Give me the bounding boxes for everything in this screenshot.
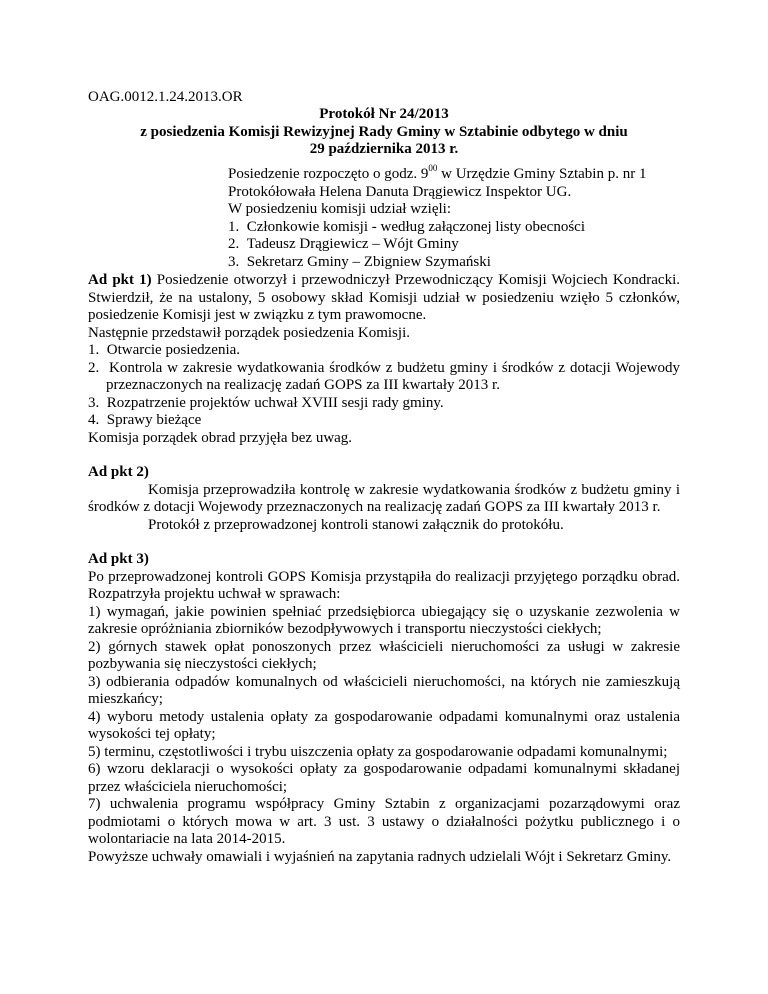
resolution-item: 1) wymagań, jakie powinien spełniać przedsiębiorca ubiegający się o uzyskanie zezwolenia w zakresie opróżniania zbiorników bezodpływowych i transportu nieczystości ciekłych; (88, 603, 680, 637)
participants-heading: W posiedzeniu komisji udział wzięli: (228, 201, 452, 217)
agenda-item: 4. Sprawy bieżące (88, 412, 202, 428)
pkt3-heading: Ad pkt 3) (88, 551, 149, 567)
protocol-body (88, 272, 680, 866)
pkt1-heading: Ad pkt 1) (88, 272, 152, 288)
meeting-intro (228, 163, 688, 271)
participant-item: 2. Tadeusz Drągiewicz – Wójt Gminy (228, 236, 459, 252)
resolution-item: 6) wzoru deklaracji o wysokości opłaty za gospodarowanie odpadami komunalnymi składanej przez właściciela nieruchomości; (88, 761, 680, 795)
document-title (88, 106, 680, 159)
agenda-item: 2. Kontrola w zakresie wydatkowania środków z budżetu gminy i środków z dotacji Wojewody przeznaczonych na realizację zadań GOPS za III kwartały 2013 r. (88, 359, 680, 393)
pkt2-note: Protokół z przeprowadzonej kontroli stanowi załącznik do protokółu. (148, 516, 564, 533)
resolution-item: 3) odbierania odpadów komunalnych od właścicieli nieruchomości, na których nie zamieszkują mieszkańcy; (88, 673, 680, 707)
resolution-item: 2) górnych stawek opłat ponoszonych przez właścicieli nieruchomości za usługi w zakresie pozbywania się nieczystości ciekłych; (88, 638, 680, 672)
agenda-closing: Komisja porządek obrad przyjęła bez uwag. (88, 429, 353, 446)
resolution-item: 5) terminu, częstotliwości i trybu uiszczenia opłaty za gospodarowanie odpadami komunalnymi; (88, 743, 668, 760)
pkt3-closing: Powyższe uchwały omawiali i wyjaśnień na zapytania radnych udzielali Wójt i Sekretarz Gminy. (88, 848, 672, 865)
document-reference: OAG.0012.1.24.2013.OR (88, 89, 243, 105)
agenda-intro: Następnie przedstawił porządek posiedzenia Komisji. (88, 324, 410, 341)
pkt3-intro: Po przeprowadzonej kontroli GOPS Komisja przystąpiła do realizacji przyjętego porządku obrad. Rozpatrzyła projektu uchwał w sprawach: (88, 568, 680, 602)
resolution-item: 7) uchwalenia programu współpracy Gminy Sztabin z organizacjami pozarządowymi oraz podmiotami o których mowa w art. 3 ust. 3 ustawy o działalności pożytku publicznego i o wolontariacie na lata 2014-2015. (88, 796, 680, 847)
agenda-item: 1. Otwarcie posiedzenia. (88, 342, 241, 358)
pkt2-text: Komisja przeprowadziła kontrolę w zakresie wydatkowania środków z budżetu gminy i środków z dotacji Wojewody przeznaczonych na realizację zadań GOPS za III kwartały 2013 r. (88, 481, 680, 515)
meeting-start: Posiedzenie rozpoczęto o godz. $9^{00}$ w Urzędzie Gminy Sztabin p. nr 1 (228, 163, 647, 182)
resolution-item: 4) wyboru metody ustalenia opłaty za gospodarowanie odpadami komunalnymi oraz ustalenia wysokości tej opłaty; (88, 708, 680, 742)
meeting-recorder: Protokółowała Helena Danuta Drągiewicz Inspektor UG. (228, 183, 572, 200)
pkt2-heading: Ad pkt 2) (88, 464, 149, 480)
participant-item: 1. Członkowie komisji - według załączonej listy obecności (228, 218, 585, 235)
title-line-3: 29 października 2013 r. (309, 141, 459, 157)
agenda-item: 3. Rozpatrzenie projektów uchwał XVIII sesji rady gminy. (88, 394, 444, 411)
title-line-1: Protokół Nr 24/2013 (319, 106, 449, 122)
pkt1-paragraph: Ad pkt 1) Posiedzenie otworzył i przewodniczył Przewodniczący Komisji Wojciech Kondracki. Stwierdził, że na ustalony, 5 osobowy skład Komisji udział w posiedzeniu wzięło 5 członków, posiedzenie Komisji jest w związku z tym prawomocne. (88, 272, 680, 323)
title-line-2: z posiedzenia Komisji Rewizyjnej Rady Gminy w Sztabinie odbytego w dniu (140, 123, 628, 140)
participant-item: 3. Sekretarz Gminy – Zbigniew Szymański (228, 253, 491, 270)
